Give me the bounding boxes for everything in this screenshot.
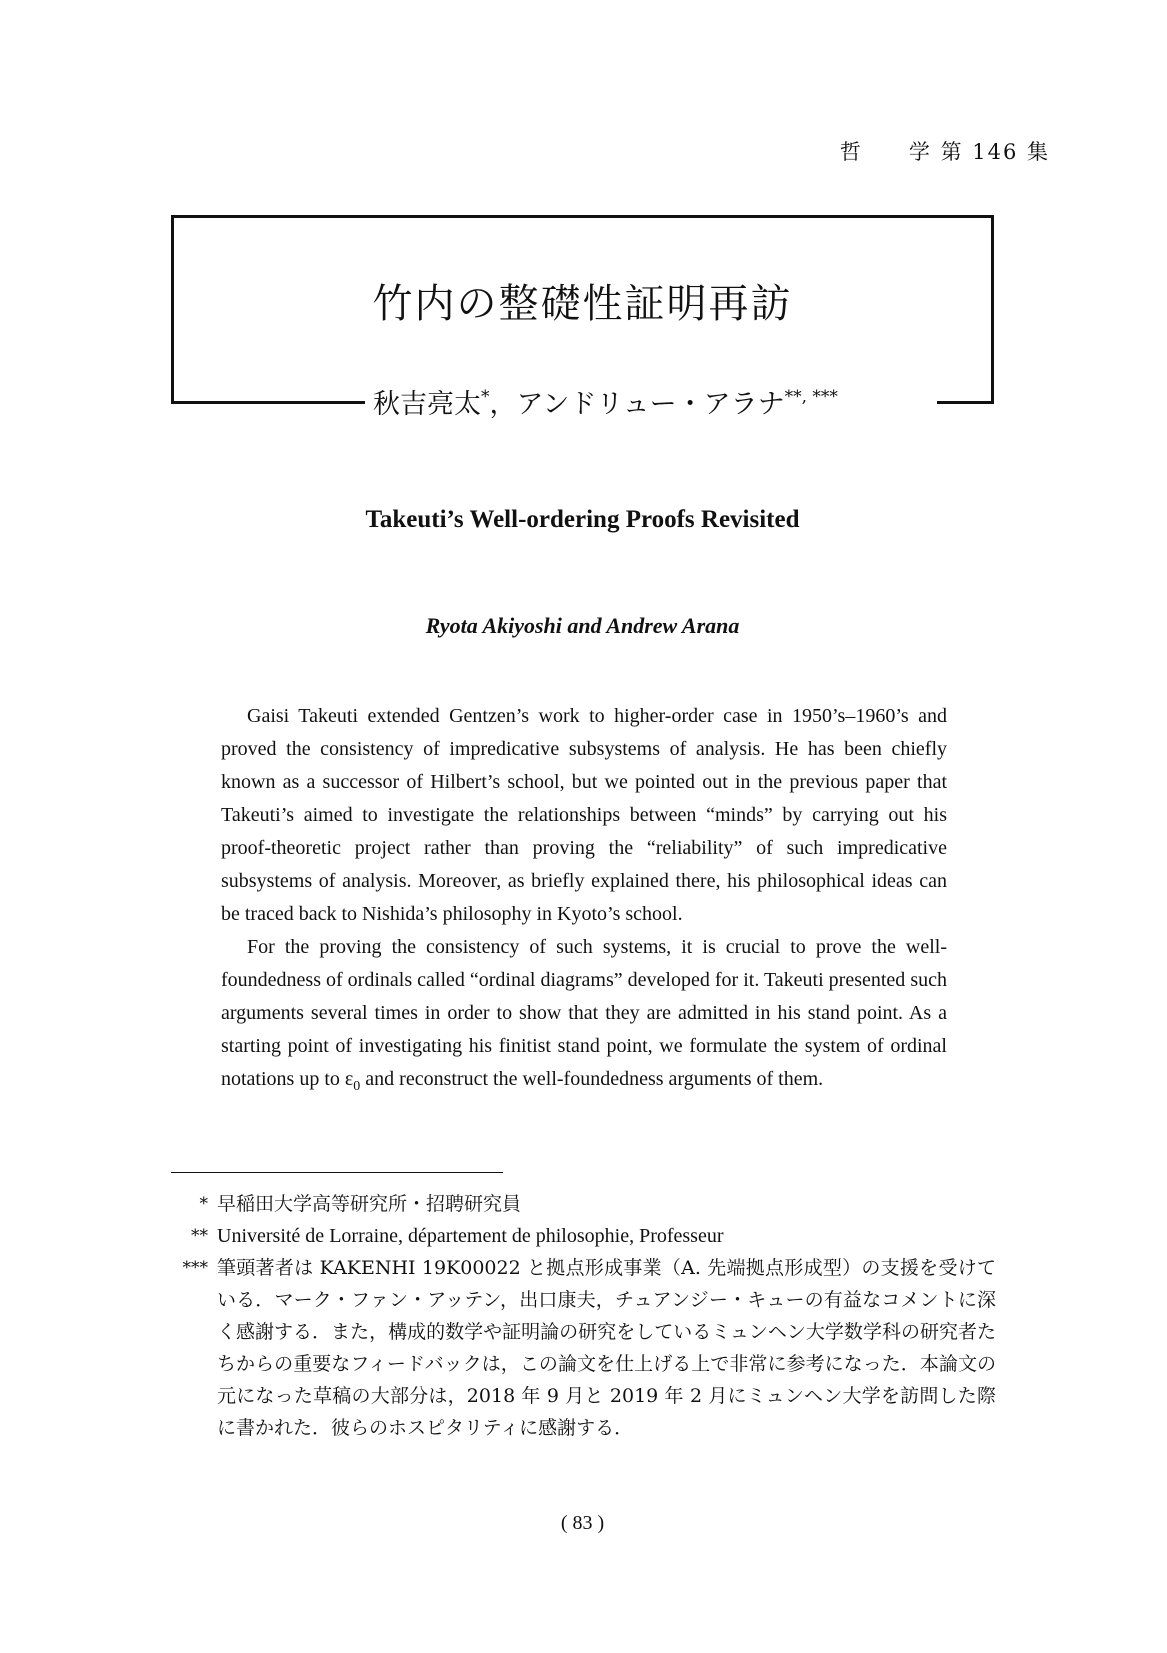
abstract-p2-text: For the proving the consistency of such systems, it is crucial to prove the well-foundedness of ordinals called “ordinal diagrams” developed for it. Takeuti presented such arguments several times in order to show that they are admitted in his stand point. As a starting point of investigating his finitist stand point, we formulate the system of ordinal notations up to bbox=[221, 936, 947, 1090]
footnote bbox=[160, 1252, 996, 1444]
footnote-mark-2: **, *** bbox=[784, 387, 838, 407]
footnote bbox=[160, 1188, 996, 1220]
author-arana-jp: アンドリュー・アラナ bbox=[516, 389, 785, 420]
abstract bbox=[221, 700, 947, 1103]
page-number: ( 83 ) bbox=[560, 1512, 605, 1534]
footnote-mark: *** bbox=[182, 1258, 208, 1278]
journal-header: 哲 学 第 146 集 bbox=[839, 140, 1050, 164]
epsilon-symbol: ε bbox=[344, 1068, 354, 1090]
japanese-title: 竹内の整礎性証明再訪 bbox=[372, 281, 793, 327]
author-akiyoshi-jp: 秋吉亮太 bbox=[373, 389, 481, 420]
abstract-paragraph-1: Gaisi Takeuti extended Gentzen’s work to higher-order case in 1950’s–1960’s and proved the consistency of impredicative subsystems of analysis. He has been chiefly known as a successor of Hilbert’s school, but we pointed out in the previous paper that Takeuti’s aimed to investigate the relationships between “minds” by carrying out his proof-theoretic project rather than proving the “reliability” of such impredicative subsystems of analysis. Moreover, as briefly explained there, his philosophical ideas can be traced back to Nishida’s philosophy in Kyoto’s school. bbox=[221, 705, 947, 925]
footnote-mark: * bbox=[199, 1194, 208, 1214]
footnote-mark: ** bbox=[191, 1226, 208, 1246]
epsilon-subscript: 0 bbox=[353, 1079, 361, 1094]
footnote-rule bbox=[171, 1172, 503, 1173]
abstract-paragraph-2 bbox=[221, 931, 947, 1103]
author-rule-right bbox=[937, 401, 994, 404]
footnote bbox=[160, 1220, 996, 1252]
author-rule-left bbox=[171, 401, 365, 404]
footnote-text: 早稲田大学高等研究所・招聘研究員 bbox=[217, 1193, 522, 1215]
footnote-text: 筆頭著者は KAKENHI 19K00022 と拠点形成事業（A. 先端拠点形成型）の支援を受けている．マーク・ファン・アッテン，出口康夫，チュアンジー・キューの有益なコメントに深く感謝する．また，構成的数学や証明論の研究をしているミュンヘン大学数学科の研究者たちからの重要なフィードバックは，この論文を仕上げる上で非常に参考になった．本論文の元になった草稿の大部分は，2018 年 9 月と 2019 年 2 月にミュンヘン大学を訪問した際に書かれた．彼らのホスピタリティに感謝する． bbox=[217, 1257, 996, 1439]
footnote-mark-1: * bbox=[481, 387, 490, 407]
abstract-p2-end: and reconstruct the well-foundedness arguments of them. bbox=[360, 1068, 824, 1090]
english-title: Takeuti’s Well-ordering Proofs Revisited bbox=[365, 506, 800, 533]
footnote-text: Université de Lorraine, département de philosophie, Professeur bbox=[217, 1225, 724, 1247]
japanese-authors bbox=[373, 382, 838, 421]
english-authors: Ryota Akiyoshi and Andrew Arana bbox=[425, 613, 740, 638]
author-separator: ， bbox=[489, 389, 517, 420]
